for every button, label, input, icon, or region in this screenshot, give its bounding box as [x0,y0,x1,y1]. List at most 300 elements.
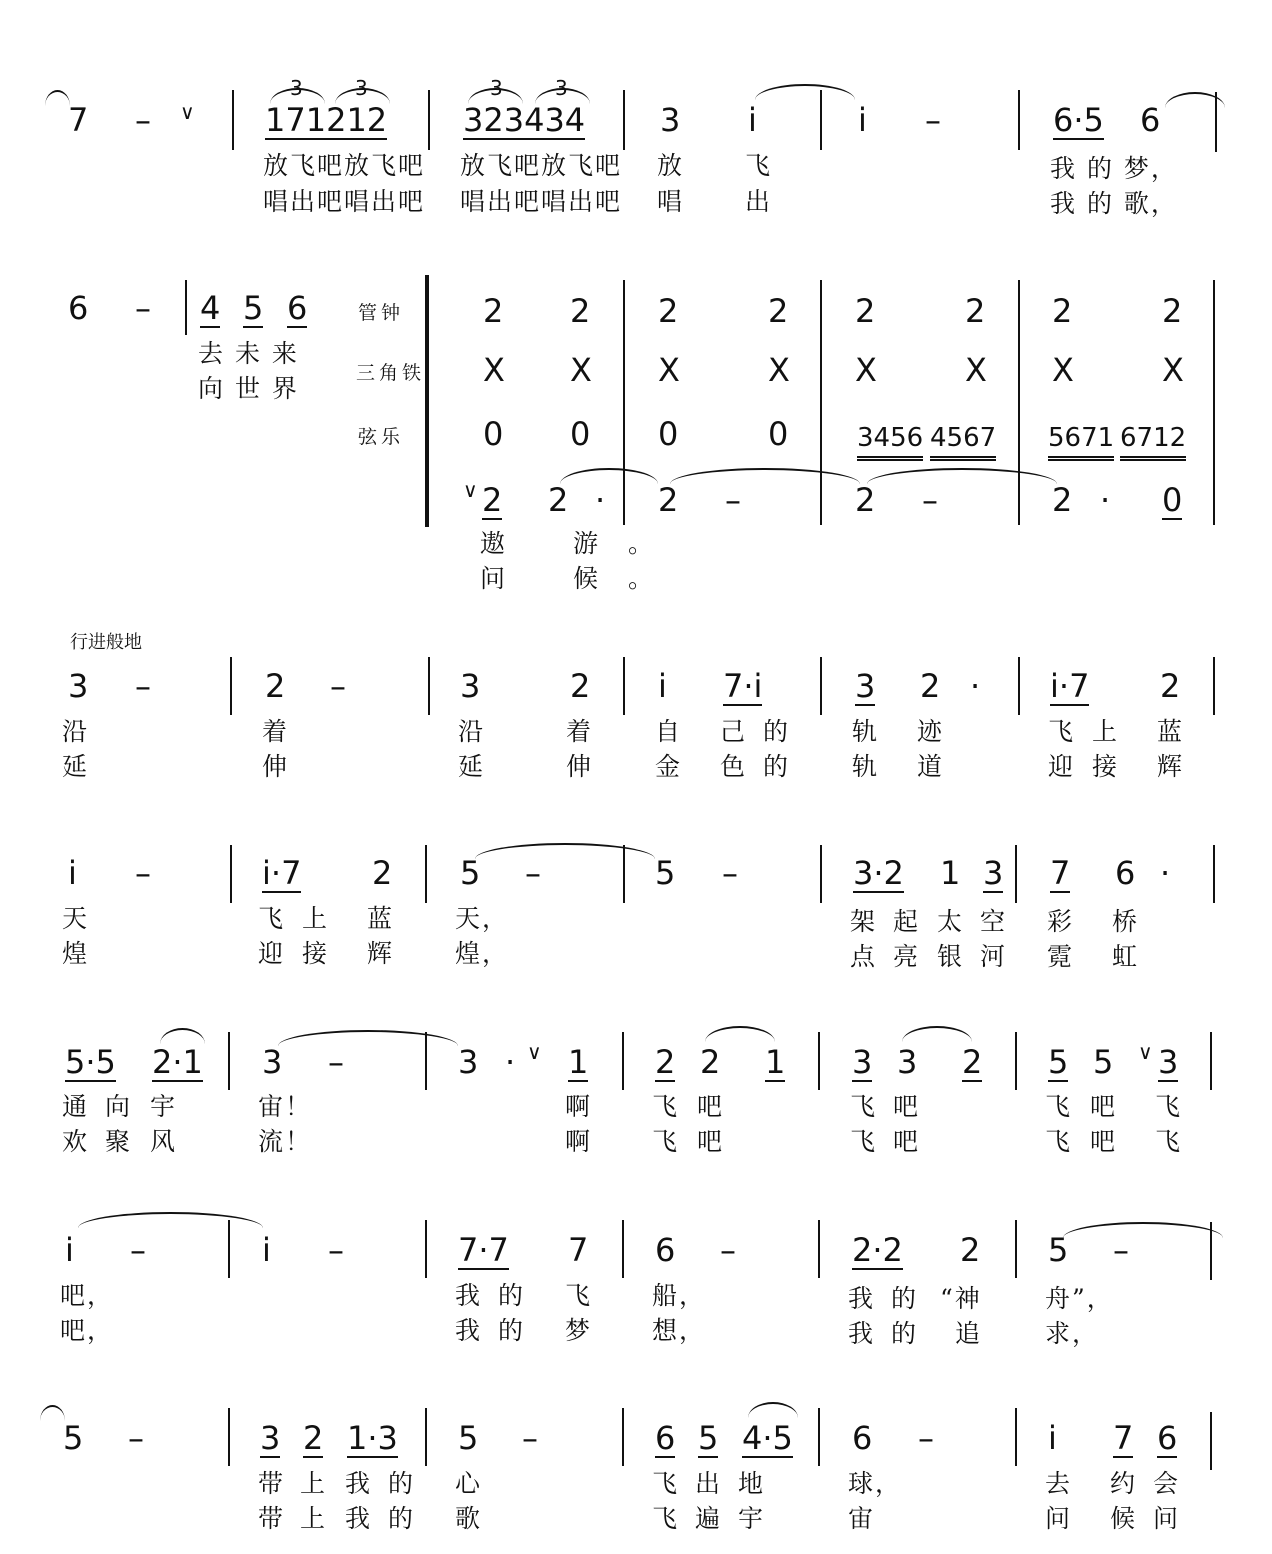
note: 2 [962,1043,983,1081]
lyric: 啊 [565,1092,593,1121]
note: 3 [260,1419,281,1457]
lyric: 彩 [1047,907,1075,936]
note: 6 [1115,854,1136,892]
lyric: 唱出吧唱出吧 [460,187,623,216]
tuplet-mark: 3 [555,76,568,100]
note: 2 [855,481,876,519]
lyric: 霓 [1047,942,1075,971]
note-group: 323434 [463,101,586,139]
lyric: 我 [345,1469,373,1498]
lyric: 歌 [455,1504,483,1533]
lyric: 船， [652,1281,707,1310]
lyric: 上 [300,1504,328,1533]
note: 7·i [723,667,763,705]
barline [428,657,430,715]
barline [1015,1220,1017,1278]
barline [623,280,625,525]
system-bracket [425,275,439,527]
note: 7 [568,1231,589,1269]
lyric: 煌 [62,939,90,968]
note: 5 [1093,1043,1114,1081]
dash: – [135,854,151,892]
dash: – [522,1419,538,1457]
lyric: 去 未 来 [198,339,299,368]
note: 6 [852,1419,873,1457]
lyric: 架 [850,907,878,936]
note: 6 [68,289,89,327]
lyric: 追 [955,1319,983,1348]
tuplet-mark: 3 [290,76,303,100]
note: 3 [1158,1043,1179,1081]
rest: 0 [658,415,679,453]
lyric: 轨 [852,752,880,781]
note: 1 [568,1043,589,1081]
dash: – [328,1231,344,1269]
dash: – [922,481,938,519]
barline [1213,280,1215,525]
note: 3·2 [853,854,904,892]
tuplet-mark: 3 [355,76,368,100]
lyric: 飞 [1045,1092,1073,1121]
lyric: 的 [891,1284,919,1313]
note: 2 [570,292,591,330]
barline [1213,845,1215,903]
note: 6 [1140,101,1161,139]
note: 5 [243,289,264,327]
lyric: 我 [345,1504,373,1533]
barline [228,1408,230,1466]
note: 7 [1050,854,1071,892]
barline [820,657,822,715]
lyric: 会 [1153,1469,1181,1498]
dash: – [720,1231,736,1269]
slur-arc [160,1028,205,1044]
tie-arc [1063,1222,1223,1238]
lyric: 河 [980,942,1008,971]
lyric: 我 [455,1316,483,1345]
breath-mark: ∨ [527,1040,542,1064]
lyric: 蓝 [1157,717,1185,746]
tie-arc [78,1212,263,1228]
note: 2 [658,292,679,330]
note: i [858,101,867,139]
lyric: 辉 [367,939,395,968]
barline [185,280,187,335]
note: i·7 [1050,667,1090,705]
note: X [965,351,987,389]
lyric: 遍 [695,1504,723,1533]
note: 5·5 [65,1043,116,1081]
lyric: 着 [262,717,290,746]
barline [1210,1412,1212,1470]
barline [623,657,625,715]
note: 7 [68,101,89,139]
lyric: 桥 [1112,907,1140,936]
note: X [1052,351,1074,389]
barline [818,1220,820,1278]
note: 4·5 [742,1419,793,1457]
barline [818,1032,820,1090]
note: 3 [262,1043,283,1081]
lyric: 宇 [738,1504,766,1533]
lyric: 亮 [893,942,921,971]
barline [1018,280,1020,525]
lyric: 约 [1110,1469,1138,1498]
tempo-mark: 行进般地 [70,632,142,653]
note: 2 [265,667,286,705]
dash: – [1113,1231,1129,1269]
lyric: 想， [652,1316,707,1345]
note: i [658,667,667,705]
dash: – [925,101,941,139]
dash: – [135,289,151,327]
note: 2 [960,1231,981,1269]
dash: – [525,854,541,892]
lyric: 迎 [1048,752,1076,781]
lyric: 宙！ [258,1092,313,1121]
lyric: 球， [848,1469,903,1498]
note: 2 [658,481,679,519]
lyric: 吧 [893,1092,921,1121]
lyric: 候 [1110,1504,1138,1533]
note: 1 [940,854,961,892]
lyric: 迹 [917,717,945,746]
tie-arc [560,468,658,484]
lyric: 去 [1045,1469,1073,1498]
lyric: 风 [150,1127,178,1156]
note: 2 [768,292,789,330]
barline [228,1220,230,1278]
lyric: 自 [655,717,683,746]
lyric: 伸 [566,752,594,781]
instrument-label: 三角铁 [356,362,426,384]
note: 2 [920,667,941,705]
dot: · [1160,854,1171,892]
lyric: 我 的 梦， [1050,154,1178,183]
note: 5 [458,1419,479,1457]
lyric: 延 [458,752,486,781]
note: 2 [482,481,503,519]
lyric: 己 [720,717,748,746]
dash: – [330,667,346,705]
note: X [1162,351,1184,389]
note: 7 [1113,1419,1134,1457]
note: 5 [1048,1043,1069,1081]
lyric: 求， [1045,1319,1100,1348]
note: 5 [1048,1231,1069,1269]
lyric: 的 [891,1319,919,1348]
slur-arc [705,1026,775,1042]
lyric: 道 [917,752,945,781]
note: 2 [655,1043,676,1081]
lyric: 空 [980,907,1008,936]
lyric: 我 [455,1281,483,1310]
lyric: 伸 [262,752,290,781]
note: 3 [855,667,876,705]
tie-arc [475,843,655,859]
note: 3 [68,667,89,705]
note: 2·1 [152,1043,203,1081]
barline [1213,657,1215,715]
lyric: 上 [1092,717,1120,746]
lyric: 向 [105,1092,133,1121]
lyric: 放飞吧放飞吧 [263,151,426,180]
barline [425,1220,427,1278]
slur-arc [902,1026,972,1042]
barline [820,845,822,903]
instrument-label: 弦乐 [358,426,405,448]
lyric: 吧 [1090,1092,1118,1121]
lyric: 吧 [893,1127,921,1156]
lyric: 飞 [258,904,286,933]
lyric: 我 的 歌， [1050,189,1178,218]
note: 2 [1162,292,1183,330]
dot: · [595,481,606,519]
note: X [855,351,877,389]
lyric: 沿 [458,717,486,746]
lyric: 问 [1153,1504,1181,1533]
note: 2 [1160,667,1181,705]
barline [428,90,430,150]
rest: 0 [768,415,789,453]
lyric: 蓝 [367,904,395,933]
note-group: 171212 [265,101,388,139]
barline [230,657,232,715]
dash: – [128,1419,144,1457]
dash: – [918,1419,934,1457]
lyric: 的 [498,1281,526,1310]
lyric: 的 [763,717,791,746]
lyric: 天 [62,904,90,933]
note: X [483,351,505,389]
lyric: 带 [258,1469,286,1498]
note: 2 [855,292,876,330]
barline [623,90,625,150]
note: 5 [63,1419,84,1457]
lyric: 舟”， [1045,1284,1114,1313]
slur-arc [748,1402,798,1418]
lyric: 煌， [455,939,510,968]
barline [1015,845,1017,903]
lyric: 向 世 界 [198,374,299,403]
lyric: 着 [566,717,594,746]
lyric: 色 [720,752,748,781]
lyric: 上 [302,904,330,933]
rest: 0 [483,415,504,453]
note: 6 [287,289,308,327]
lyric: 吧 [697,1092,725,1121]
lyric: 轨 [852,717,880,746]
lyric: 天， [455,904,510,933]
barline [818,1408,820,1466]
note: 2 [483,292,504,330]
lyric: 地 [738,1469,766,1498]
lyric: 辉 [1157,752,1185,781]
lyric: 的 [388,1469,416,1498]
lyric: 问 [1045,1504,1073,1533]
barline [425,845,427,903]
tie-arc [867,468,1057,484]
dash: – [130,1231,146,1269]
lyric: 吧 [697,1127,725,1156]
note-group: 4567 [930,420,996,461]
tie-arc [40,1405,65,1421]
note: 2 [570,667,591,705]
note: 6 [655,1419,676,1457]
lyric: 我 [848,1284,876,1313]
barline [1015,1408,1017,1466]
barline [232,90,234,150]
lyric: 金 [655,752,683,781]
lyric: 点 [850,942,878,971]
rest: 0 [1162,481,1183,519]
lyric: 银 [937,942,965,971]
note: i [748,101,757,139]
lyric: 飞 [1155,1092,1183,1121]
note: 3 [660,101,681,139]
lyric: 的 [388,1504,416,1533]
lyric: 唱出吧唱出吧 [263,187,426,216]
note: 2 [548,481,569,519]
note: i [68,854,77,892]
note: 1·3 [347,1419,398,1457]
note: 2·2 [852,1231,903,1269]
lyric: 太 [937,907,965,936]
lyric: 我 [848,1319,876,1348]
lyric: 飞 [652,1504,680,1533]
lyric: 流！ [258,1127,313,1156]
tie-arc [755,84,855,100]
lyric: 带 [258,1504,286,1533]
lyric: 心 [455,1469,483,1498]
lyric: 虹 [1112,942,1140,971]
lyric: 起 [893,907,921,936]
lyric: 飞 [1155,1127,1183,1156]
lyric: 放 [657,151,685,180]
barline [622,1408,624,1466]
note: 3 [897,1043,918,1081]
note: 2 [700,1043,721,1081]
barline [425,1032,427,1090]
note: i [1048,1419,1057,1457]
note: 2 [303,1419,324,1457]
note: 7·7 [458,1231,509,1269]
note: 3 [983,854,1004,892]
barline [623,845,625,903]
lyric: 吧 [1090,1127,1118,1156]
instrument-label: 管钟 [358,302,405,324]
note: 1 [765,1043,786,1081]
lyric: 梦 [565,1316,593,1345]
note: 3 [458,1043,479,1081]
note: 2 [965,292,986,330]
lyric: 上 [300,1469,328,1498]
lyric: 飞 [745,151,773,180]
note: 2 [372,854,393,892]
barline [820,280,822,525]
barline [230,845,232,903]
lyric: 飞 [850,1092,878,1121]
note: 2 [1052,481,1073,519]
note: 2 [1052,292,1073,330]
dash: – [722,854,738,892]
lyric: 啊 [565,1127,593,1156]
tie-arc [278,1030,458,1046]
dash: – [328,1043,344,1081]
note-group: 3456 [857,420,923,461]
lyric: 的 [763,752,791,781]
lyric: 放飞吧放飞吧 [460,151,623,180]
note: i [65,1231,74,1269]
note: 5 [460,854,481,892]
tie-arc [670,468,860,484]
tuplet-mark: 3 [490,76,503,100]
breath-mark: ∨ [1138,1040,1153,1064]
dot: · [970,667,981,705]
lyric: 吧， [60,1316,115,1345]
note: i·7 [262,854,302,892]
barline [228,1032,230,1090]
note: X [570,351,592,389]
note: 6·5 [1053,101,1104,139]
note-group: 6712 [1120,420,1186,461]
barline [1210,1222,1212,1280]
dot: · [1100,481,1111,519]
barline [622,1032,624,1090]
cropped-lyric-line [0,1504,1272,1533]
barline [1210,1032,1212,1090]
lyric: 遨 游。 [480,529,683,558]
lyric: 欢 [62,1127,90,1156]
barline [622,1220,624,1278]
lyric: 出 [695,1469,723,1498]
lyric: 问 候。 [480,564,683,593]
lyric: “神 [940,1284,982,1313]
lyric: 通 [62,1092,90,1121]
barline [1215,92,1217,152]
barline [1018,657,1020,715]
lyric: 飞 [652,1469,680,1498]
lyric: 飞 [652,1127,680,1156]
barline [425,1408,427,1466]
note: 6 [1157,1419,1178,1457]
lyric: 聚 [105,1127,133,1156]
lyric: 延 [62,752,90,781]
lyric: 迎 [258,939,286,968]
lyric: 飞 [565,1281,593,1310]
barline [1018,90,1020,150]
note: X [658,351,680,389]
rest: 0 [570,415,591,453]
lyric: 接 [1092,752,1120,781]
lyric: 飞 [652,1092,680,1121]
dash: – [135,101,151,139]
dot: · [505,1043,516,1081]
lyric: 飞 [1045,1127,1073,1156]
lyric: 飞 [1048,717,1076,746]
note: 5 [655,854,676,892]
lyric: 宇 [150,1092,178,1121]
breath-mark: ∨ [180,100,195,124]
barline [1015,1032,1017,1090]
lyric: 唱 [657,187,685,216]
lyric: 沿 [62,717,90,746]
note-group: 5671 [1048,420,1114,461]
tie-arc [45,90,70,106]
note: 3 [460,667,481,705]
dash: – [135,667,151,705]
lyric: 宙 [848,1504,876,1533]
